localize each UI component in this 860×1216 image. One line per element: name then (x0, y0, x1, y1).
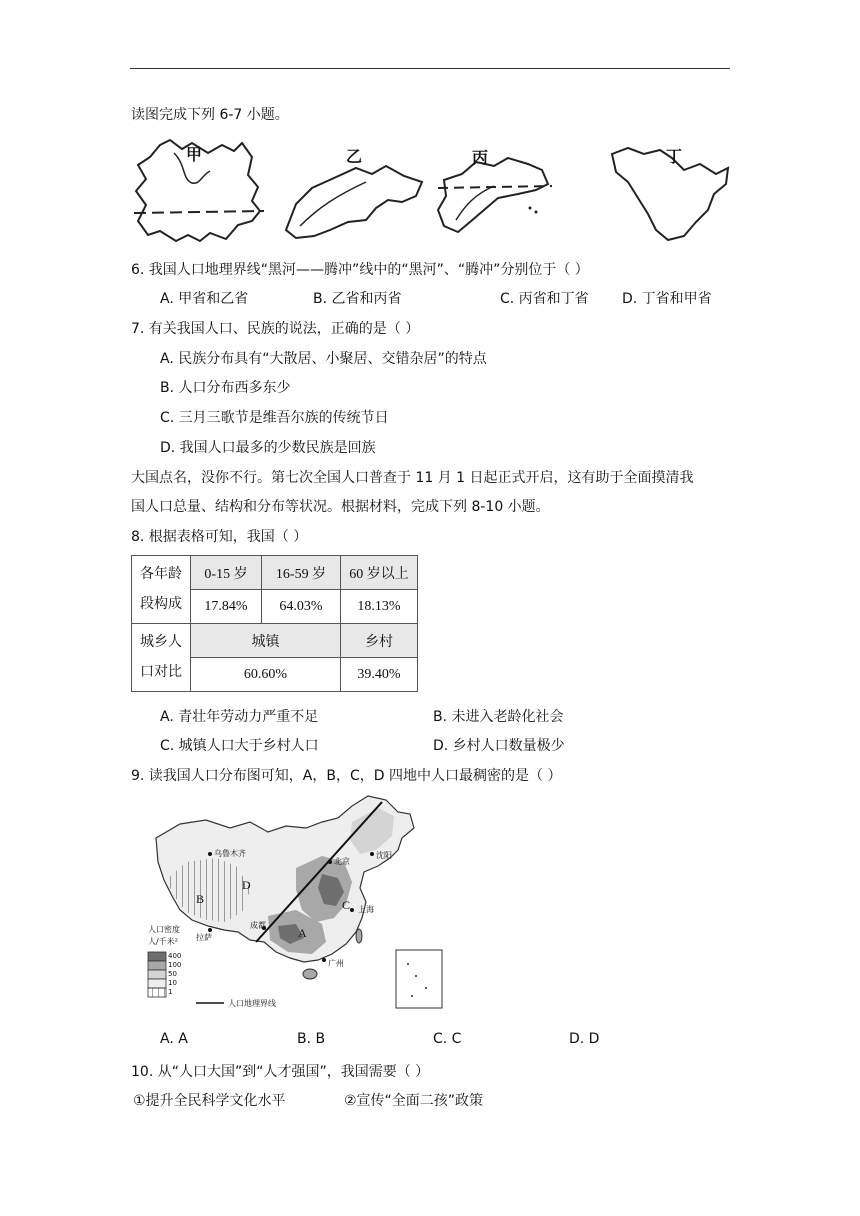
legend-hu-line: 人口地理界线 (228, 999, 276, 1008)
q7-option-d[interactable]: D. 我国人口最多的少数民族是回族 (160, 440, 376, 456)
province-label-ding: 丁 (666, 147, 683, 166)
q10-stem: 10. 从“人口大国”到“人才强国”，我国需要（ ） (131, 1064, 430, 1080)
q9-option-b[interactable]: B. B (297, 1031, 326, 1047)
q6-option-c[interactable]: C. 丙省和丁省 (500, 291, 589, 307)
intro-6-7: 读图完成下列 6-7 小题。 (131, 107, 289, 123)
legend-unit: 人/千米² (148, 937, 178, 946)
province-map-bing (436, 150, 556, 240)
material-line-2: 国人口总量、结构和分布等状况。根据材料，完成下列 8-10 小题。 (131, 499, 550, 515)
age-value-0-15: 17.84% (191, 590, 262, 624)
q6-option-d[interactable]: D. 丁省和甲省 (622, 291, 712, 307)
urban-rural-label: 城乡人 口对比 (132, 624, 191, 692)
q9-stem: 9. 读我国人口分布图可知，A，B，C，D 四地中人口最稠密的是（ ） (131, 768, 562, 784)
city-chengdu: 成都 (250, 921, 266, 930)
urban-header: 城镇 (191, 624, 341, 658)
q9-option-c[interactable]: C. C (433, 1031, 462, 1047)
age-value-60-plus: 18.13% (341, 590, 418, 624)
map-point-d: D (242, 878, 251, 892)
china-map-outline (146, 792, 446, 1012)
city-guangzhou: 广州 (328, 959, 344, 968)
age-value-16-59: 64.03% (262, 590, 341, 624)
q6-stem: 6. 我国人口地理界线“黑河——腾冲”线中的“黑河”、“腾冲”分别位于（ ） (131, 262, 589, 278)
age-header-16-59: 16-59 岁 (262, 556, 341, 590)
q6-option-a[interactable]: A. 甲省和乙省 (160, 291, 249, 307)
legend-value-400: 400 (168, 952, 182, 960)
province-label-yi: 乙 (346, 147, 363, 166)
q7-option-a[interactable]: A. 民族分布具有“大散居、小聚居、交错杂居”的特点 (160, 351, 487, 367)
q7-option-c[interactable]: C. 三月三歌节是维吾尔族的传统节日 (160, 410, 389, 426)
rural-value: 39.40% (341, 658, 418, 692)
q6-option-b[interactable]: B. 乙省和丙省 (313, 291, 402, 307)
legend-value-10: 10 (168, 979, 177, 987)
map-point-a: A (298, 926, 307, 940)
province-map-yi (282, 160, 432, 240)
q10-item-1: ①提升全民科学文化水平 (133, 1093, 286, 1109)
city-lhasa: 拉萨 (196, 933, 212, 942)
q8-option-d[interactable]: D. 乡村人口数量极少 (433, 738, 565, 754)
q10-item-2: ②宣传“全面二孩”政策 (344, 1093, 484, 1109)
q8-option-b[interactable]: B. 未进入老龄化社会 (433, 709, 564, 725)
q9-option-d[interactable]: D. D (569, 1031, 600, 1047)
province-label-bing: 丙 (472, 148, 489, 167)
material-line-1: 大国点名，没你不行。第七次全国人口普查于 11 月 1 日起正式开启，这有助于全面摸清我 (131, 470, 694, 486)
q8-stem: 8. 根据表格可知，我国（ ） (131, 529, 308, 545)
rural-header: 乡村 (341, 624, 418, 658)
legend-value-50: 50 (168, 970, 177, 978)
q8-option-a[interactable]: A. 青壮年劳动力严重不足 (160, 709, 319, 725)
header-rule (130, 68, 730, 69)
age-header-60-plus: 60 岁以上 (341, 556, 418, 590)
province-label-jia: 甲 (186, 145, 203, 164)
legend-title: 人口密度 (148, 925, 180, 934)
age-structure-label: 各年龄 段构成 (132, 556, 191, 624)
q8-option-c[interactable]: C. 城镇人口大于乡村人口 (160, 738, 319, 754)
population-map (146, 792, 446, 1012)
q7-option-b[interactable]: B. 人口分布西多东少 (160, 380, 291, 396)
legend-value-100: 100 (168, 961, 182, 969)
map-point-c: C (342, 898, 351, 912)
city-beijing: 北京 (334, 857, 350, 866)
q9-option-a[interactable]: A. A (160, 1031, 188, 1047)
city-shenyang: 沈阳 (376, 851, 392, 860)
urban-value: 60.60% (191, 658, 341, 692)
city-shanghai: 上海 (358, 905, 374, 914)
population-table (131, 555, 418, 692)
q7-stem: 7. 有关我国人口、民族的说法，正确的是（ ） (131, 321, 420, 337)
city-urumqi: 乌鲁木齐 (214, 849, 246, 858)
map-point-b: B (196, 892, 205, 906)
age-header-0-15: 0-15 岁 (191, 556, 262, 590)
legend-value-1: 1 (168, 988, 173, 996)
